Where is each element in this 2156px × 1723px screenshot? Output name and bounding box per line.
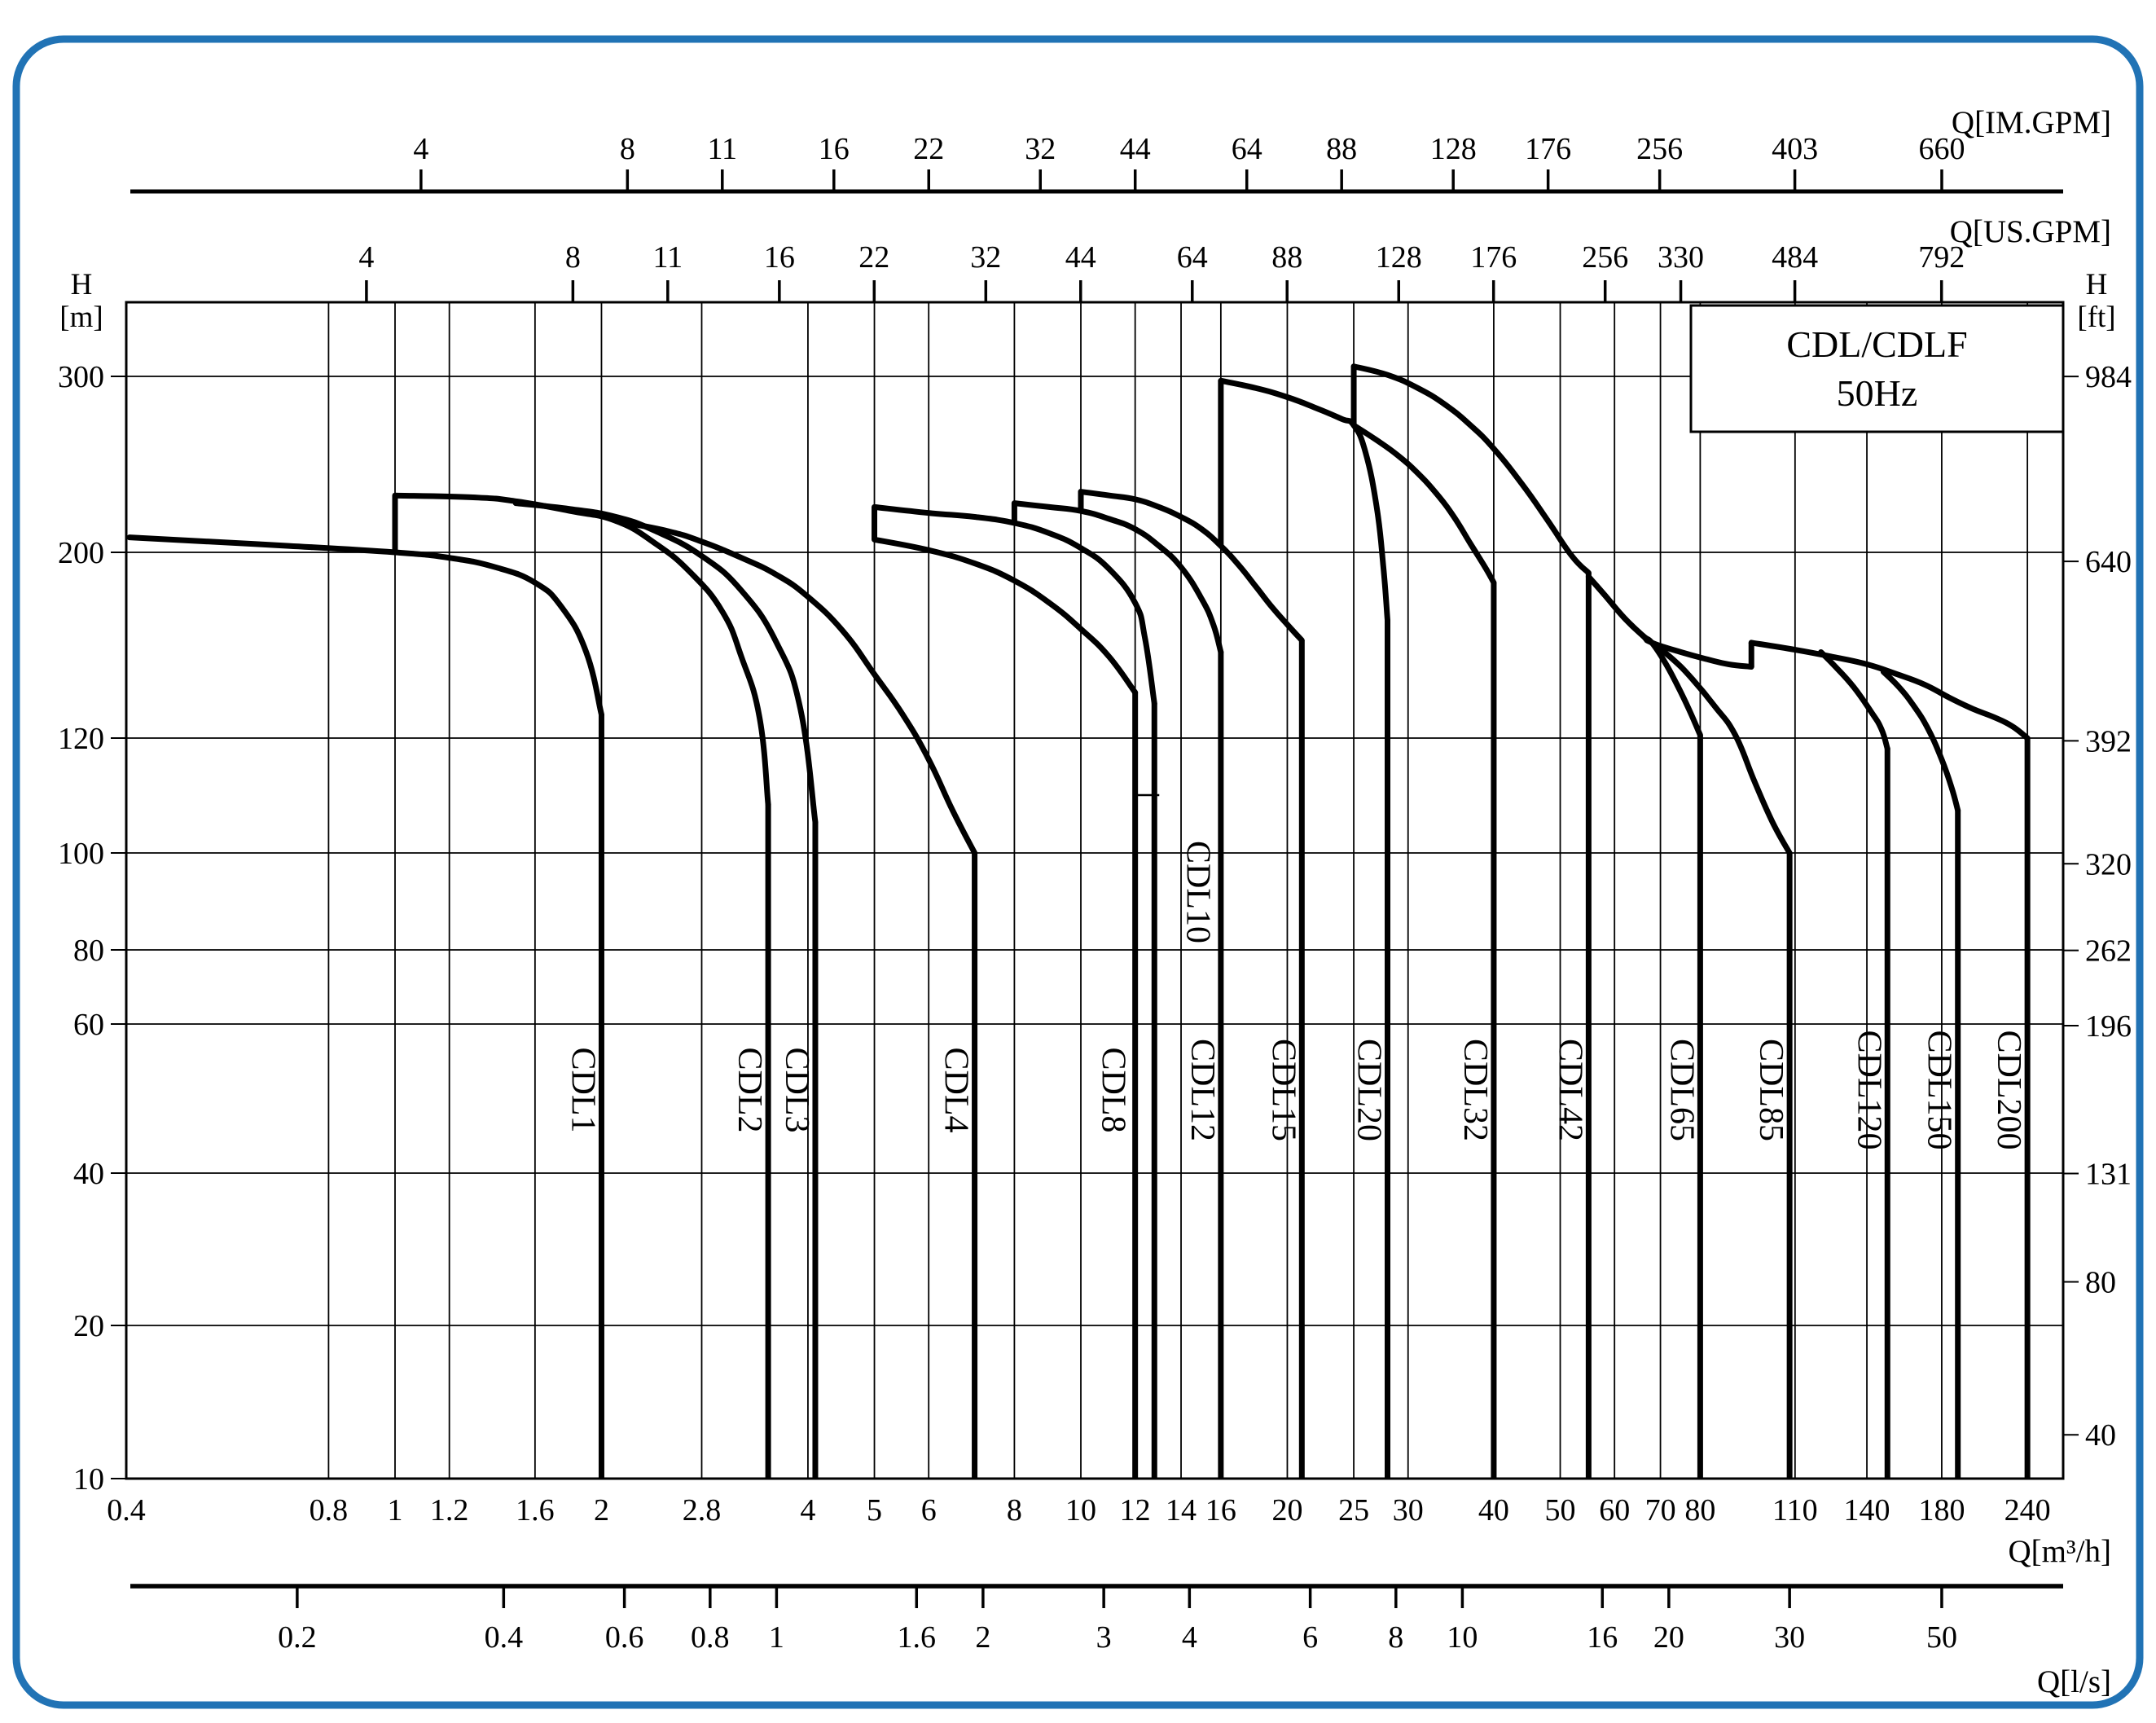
m3h-tick-label-25: 25 [1338,1493,1370,1527]
pump-label-cdl10: CDL10 [1179,841,1217,943]
m3h-tick-label-60: 60 [1599,1493,1631,1527]
m3h-tick-label-5: 5 [867,1493,883,1527]
ls-tick-label-30: 30 [1774,1620,1806,1655]
im-gpm-tick-label-16: 16 [818,132,850,166]
h-ft-tick-label-984: 984 [2085,360,2132,395]
m3h-tick-label-40: 40 [1478,1493,1509,1527]
us-gpm-tick-label-176: 176 [1470,240,1517,275]
m3h-tick-label-1.2: 1.2 [429,1493,469,1527]
m3h-tick-label-8: 8 [1006,1493,1022,1527]
ls-tick-label-0.4: 0.4 [484,1620,524,1655]
h-m-tick-label-60: 60 [73,1008,104,1042]
us-gpm-tick-label-256: 256 [1582,240,1629,275]
chart-title-line2: 50Hz [1836,371,1918,414]
pump-curve-cdl150 [1883,672,1957,811]
im-gpm-tick-label-4: 4 [413,132,429,166]
ls-tick-label-10: 10 [1447,1620,1478,1655]
ls-tick-label-20: 20 [1653,1620,1684,1655]
h-m-tick-label-20: 20 [73,1309,104,1343]
ls-tick-label-3: 3 [1096,1620,1112,1655]
im-gpm-tick-label-8: 8 [619,132,635,166]
right-axis-unit-ft: [ft] [2077,301,2116,334]
im-gpm-tick-label-64: 64 [1231,132,1262,166]
pump-curve-cdl8 [875,539,1135,692]
m3h-tick-label-10: 10 [1065,1493,1096,1527]
h-ft-tick-label-40: 40 [2085,1418,2116,1453]
h-ft-tick-label-262: 262 [2085,934,2132,969]
us-gpm-tick-label-88: 88 [1271,240,1303,275]
im-gpm-tick-label-256: 256 [1636,132,1684,166]
m3h-tick-label-1: 1 [387,1493,403,1527]
pump-curve-cdl15 [1081,492,1302,640]
im-gpm-tick-label-44: 44 [1119,132,1151,166]
m3h-tick-label-6: 6 [920,1493,937,1527]
chart-frame-border [16,39,2140,1705]
h-m-tick-label-200: 200 [58,536,104,570]
pump-label-cdl3: CDL3 [777,1047,815,1133]
m3h-tick-label-1.6: 1.6 [516,1493,555,1527]
pump-curve-cdl200 [1751,643,2027,738]
us-gpm-tick-label-22: 22 [858,240,890,275]
pump-label-cdl20: CDL20 [1350,1039,1388,1141]
m3h-tick-label-180: 180 [1918,1493,1965,1527]
ls-tick-label-0.6: 0.6 [604,1620,644,1655]
ls-tick-label-1: 1 [768,1620,784,1655]
h-ft-tick-label-80: 80 [2085,1265,2116,1300]
pump-label-cdl42: CDL42 [1551,1039,1589,1141]
us-gpm-tick-label-8: 8 [564,240,581,275]
ls-tick-label-50: 50 [1925,1620,1957,1655]
pump-label-cdl15: CDL15 [1264,1039,1302,1141]
im-gpm-tick-label-660: 660 [1918,132,1965,166]
m3h-tick-label-4: 4 [800,1493,816,1527]
pump-label-cdl32: CDL32 [1456,1039,1494,1141]
ls-tick-label-6: 6 [1302,1620,1319,1655]
m3h-tick-label-240: 240 [2004,1493,2051,1527]
axis-unit-m3h: Q[m³/h] [2008,1534,2111,1569]
left-axis-letter-h: H [70,268,93,301]
ls-tick-label-0.8: 0.8 [691,1620,730,1655]
us-gpm-tick-label-128: 128 [1375,240,1422,275]
h-m-tick-label-100: 100 [58,837,104,871]
ls-tick-label-4: 4 [1181,1620,1197,1655]
h-ft-tick-label-392: 392 [2085,724,2132,759]
pump-label-cdl2: CDL2 [731,1047,769,1133]
m3h-tick-label-2.8: 2.8 [682,1493,722,1527]
pump-label-cdl150: CDL150 [1920,1030,1958,1150]
ls-tick-label-1.6: 1.6 [897,1620,937,1655]
im-gpm-tick-label-403: 403 [1772,132,1819,166]
ls-tick-label-0.2: 0.2 [278,1620,317,1655]
h-ft-tick-label-320: 320 [2085,847,2132,882]
ls-tick-label-16: 16 [1587,1620,1618,1655]
h-m-tick-label-80: 80 [73,934,104,968]
m3h-tick-label-110: 110 [1772,1493,1818,1527]
us-gpm-tick-label-44: 44 [1065,240,1096,275]
us-gpm-tick-label-11: 11 [652,240,683,275]
chart-title-box [1691,305,2063,432]
m3h-tick-label-14: 14 [1166,1493,1197,1527]
axis-unit-us-gpm: Q[US.GPM] [1949,214,2111,249]
h-ft-tick-label-131: 131 [2085,1157,2132,1192]
h-m-tick-label-120: 120 [58,722,104,756]
m3h-tick-label-30: 30 [1392,1493,1424,1527]
axis-unit-ls: Q[l/s] [2037,1664,2111,1699]
axis-unit-im-gpm: Q[IM.GPM] [1951,105,2111,140]
m3h-tick-label-20: 20 [1271,1493,1303,1527]
plot-border [126,302,2063,1479]
pump-label-cdl85: CDL85 [1752,1039,1790,1141]
im-gpm-tick-label-176: 176 [1525,132,1572,166]
pump-label-cdl4: CDL4 [937,1047,975,1133]
h-ft-tick-label-640: 640 [2085,545,2132,580]
h-m-tick-label-300: 300 [58,360,104,394]
h-m-tick-label-40: 40 [73,1157,104,1191]
us-gpm-tick-label-792: 792 [1918,240,1965,275]
im-gpm-tick-label-11: 11 [707,132,738,166]
pump-curve-cdl20 [1221,380,1388,620]
us-gpm-tick-label-330: 330 [1658,240,1705,275]
m3h-tick-label-12: 12 [1119,1493,1151,1527]
pump-curve-cdl65 [1588,577,1700,735]
m3h-tick-label-70: 70 [1644,1493,1676,1527]
us-gpm-tick-label-16: 16 [763,240,795,275]
pump-label-cdl1: CDL1 [564,1047,602,1133]
us-gpm-tick-label-484: 484 [1772,240,1819,275]
us-gpm-tick-label-32: 32 [970,240,1002,275]
im-gpm-tick-label-88: 88 [1326,132,1358,166]
h-m-tick-label-10: 10 [73,1462,104,1497]
pump-label-cdl65: CDL65 [1662,1039,1701,1141]
im-gpm-tick-label-128: 128 [1429,132,1477,166]
h-ft-tick-label-196: 196 [2085,1009,2132,1044]
pump-label-cdl200: CDL200 [1990,1030,2028,1150]
ls-tick-label-8: 8 [1388,1620,1404,1655]
m3h-tick-label-0.8: 0.8 [309,1493,349,1527]
im-gpm-tick-label-32: 32 [1025,132,1056,166]
right-axis-letter-h: H [2085,268,2108,301]
m3h-tick-label-16: 16 [1205,1493,1236,1527]
us-gpm-tick-label-64: 64 [1176,240,1208,275]
pump-label-cdl8: CDL8 [1094,1047,1132,1133]
m3h-tick-label-0.4: 0.4 [107,1493,146,1527]
m3h-tick-label-2: 2 [593,1493,609,1527]
m3h-tick-label-140: 140 [1843,1493,1890,1527]
pump-curve-cdl1 [130,538,602,715]
im-gpm-tick-label-22: 22 [913,132,945,166]
pump-label-cdl12: CDL12 [1183,1039,1221,1141]
chart-title-line1: CDL/CDLF [1786,323,1968,365]
pump-curve-cdl2 [395,495,768,804]
pump-label-cdl120: CDL120 [1850,1030,1888,1150]
m3h-tick-label-80: 80 [1684,1493,1716,1527]
us-gpm-tick-label-4: 4 [358,240,375,275]
ls-tick-label-2: 2 [975,1620,991,1655]
m3h-tick-label-50: 50 [1544,1493,1576,1527]
left-axis-unit-m: [m] [59,301,103,334]
